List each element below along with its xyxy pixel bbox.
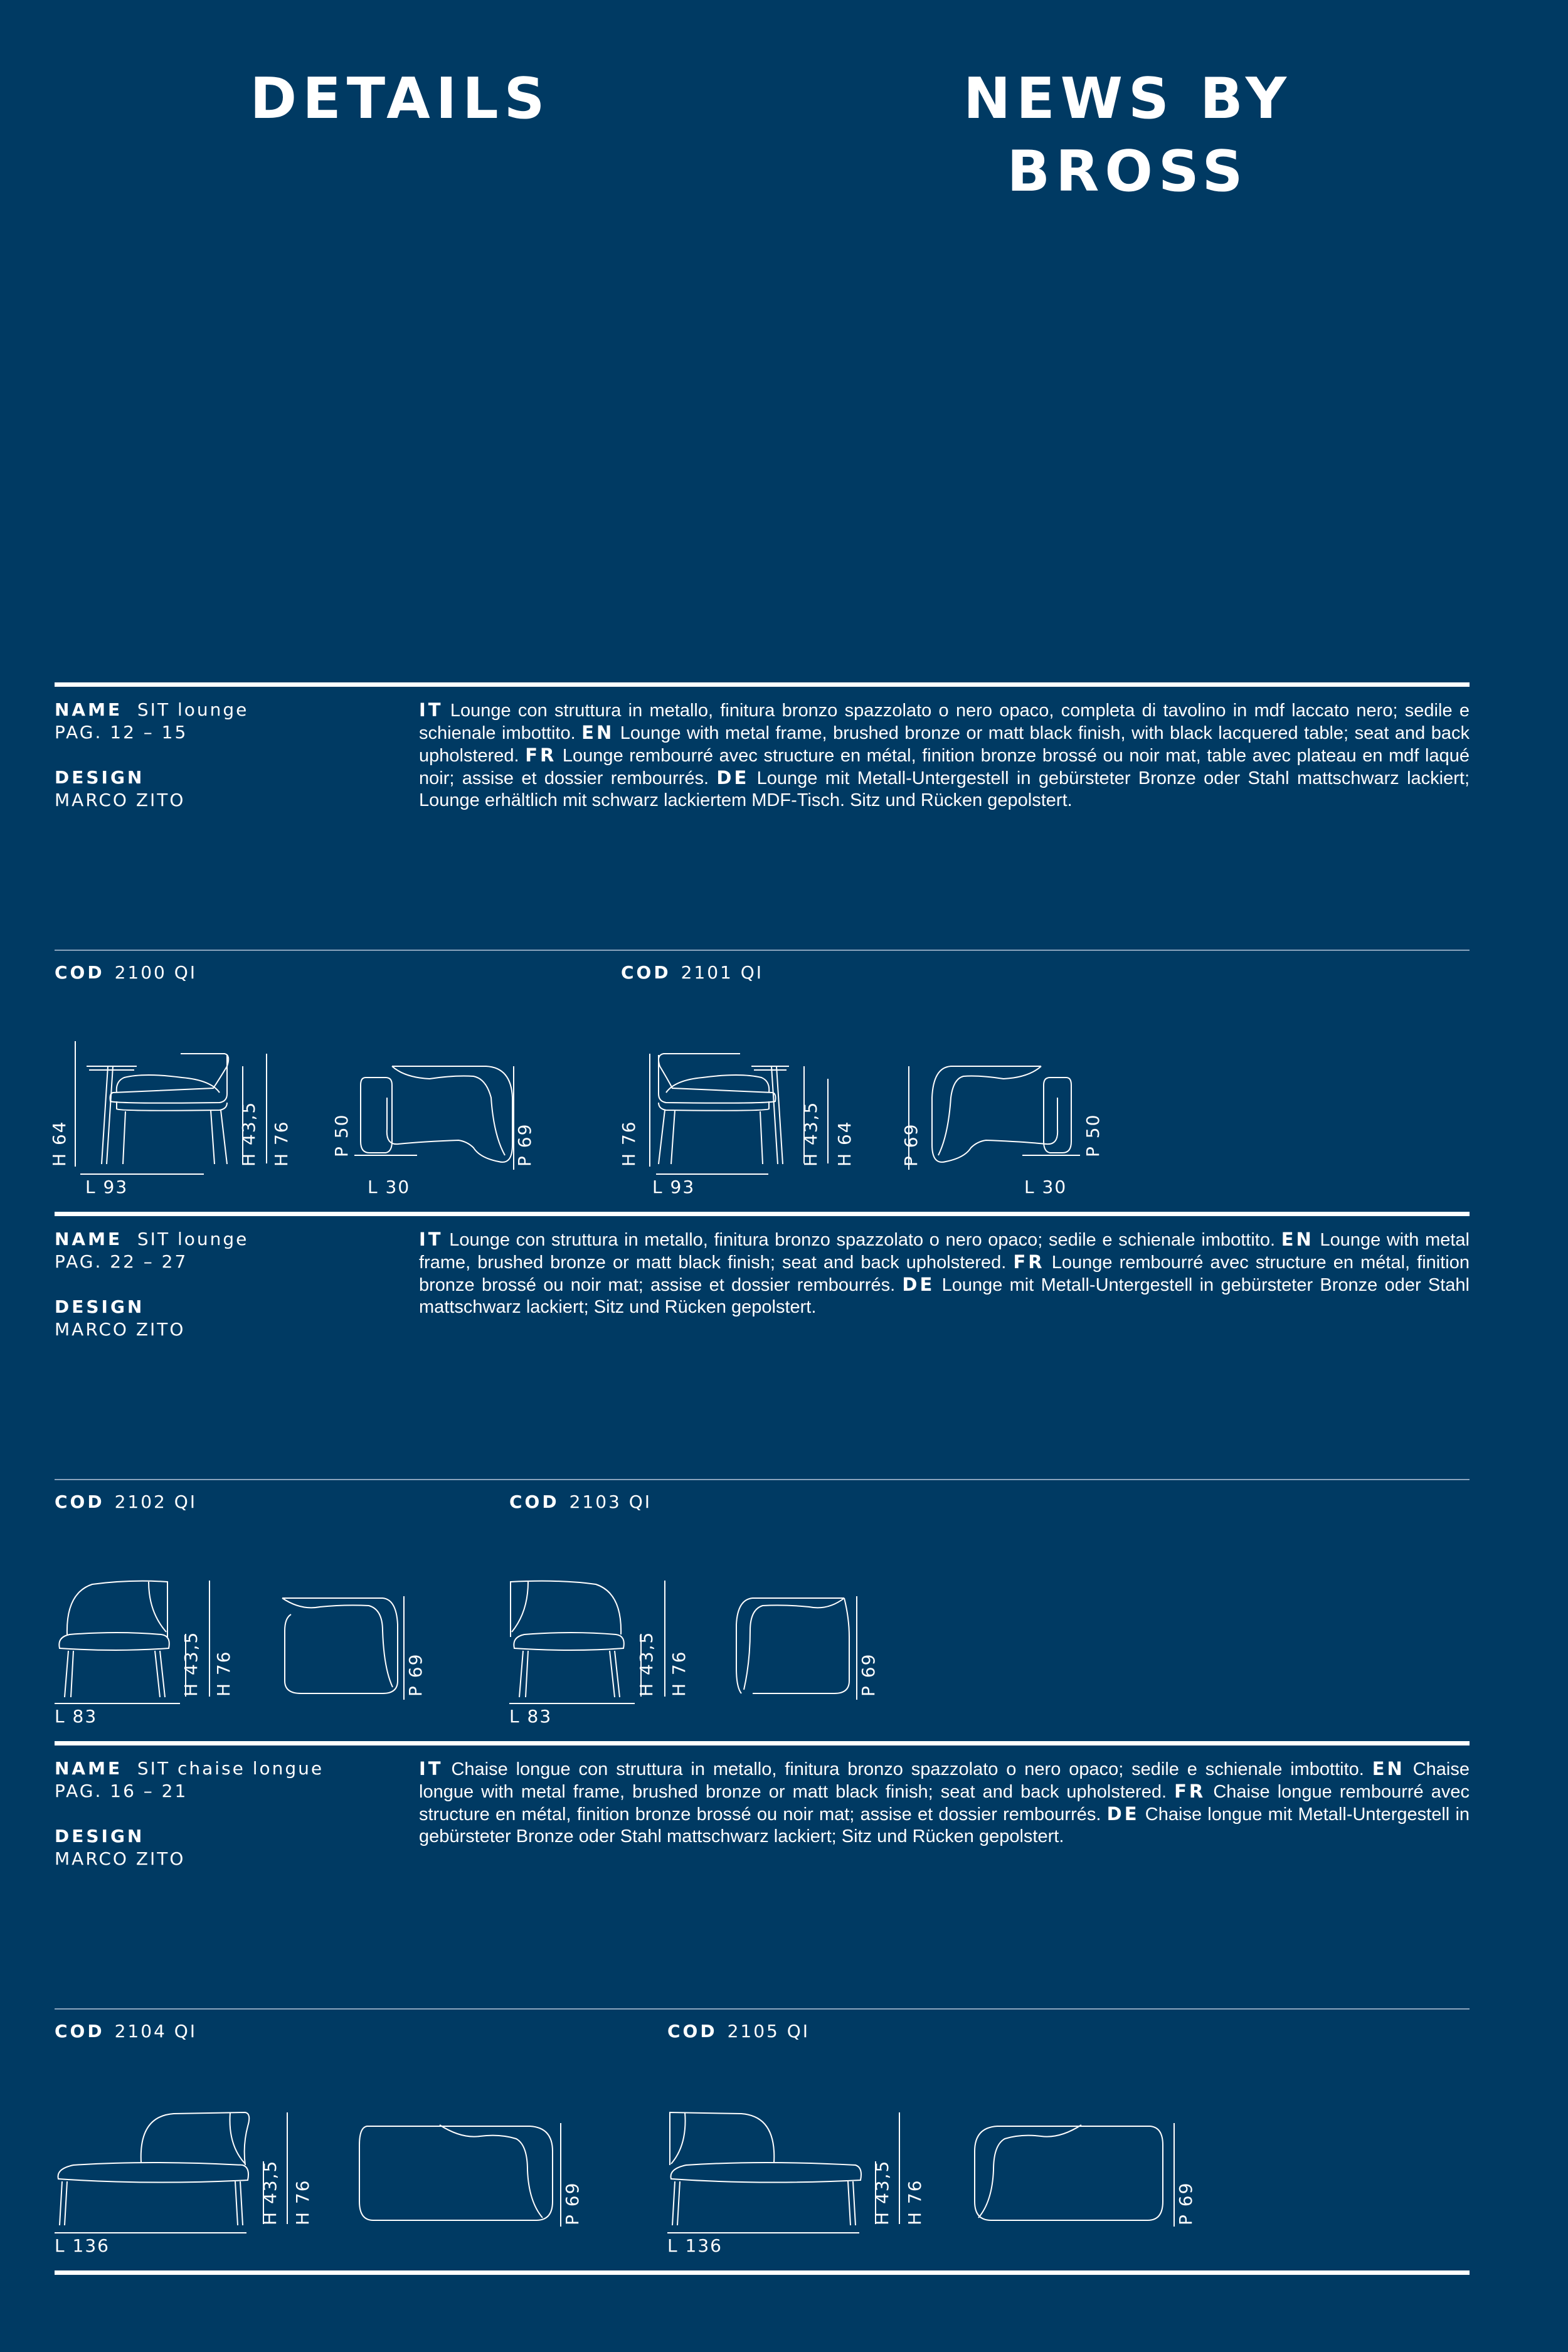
section-2-code-rule [55, 1479, 1470, 1480]
dim-2101-p-left: P 69 [901, 1123, 921, 1167]
dim-2102-h-seat: H 43,5 [181, 1631, 201, 1697]
dim-2103-p-right: P 69 [858, 1653, 879, 1697]
lounge-2101-top-drawing [916, 1060, 1104, 1173]
design-label: DESIGN [55, 1826, 145, 1846]
dim-2100-h-total: H 76 [271, 1120, 292, 1167]
dim-2101-h-left: H 76 [618, 1120, 639, 1167]
dim-2101-p-line [906, 1060, 919, 1173]
dim-2100-width: L 93 [85, 1177, 129, 1197]
product-code-2101: COD 2101 QI [621, 962, 764, 983]
section-2-meta [55, 1228, 381, 1341]
designer-name: MARCO ZITO [55, 1848, 186, 1869]
page-bottom-rule [55, 2270, 1470, 2275]
section-1-code-rule [55, 950, 1470, 951]
section-3-meta [55, 1757, 381, 1870]
dim-2104-p-right: P 69 [562, 2181, 583, 2225]
section-1-top-rule [55, 682, 1470, 687]
designer-name: MARCO ZITO [55, 1319, 186, 1340]
section-2-top-rule [55, 1212, 1470, 1216]
dim-2104-h-seat: H 43,5 [260, 2159, 280, 2225]
dim-2102-h-total: H 76 [213, 1650, 234, 1697]
page-ref: PAG. 12 – 15 [55, 722, 188, 743]
dim-2101-p-right: P 50 [1083, 1113, 1103, 1157]
dim-2100-h-left: H 64 [49, 1120, 70, 1167]
section-1-description: IT Lounge con struttura in metallo, finitura bronzo spazzolato o nero opaco, completa di tavolino in mdf laccato nero; sedile e schienale imbottito. EN Lounge with metal frame, brushed bronze or matt black finish, with black lacquered table; seat and back upholstered. FR Lounge rembourré avec structure en métal, finition bronze brossé ou noir mat, table avec plateau en mdf laqué noir; assise et dossier rembourrés. DE Lounge mit Metall-Untergestell in gebürsteter Bronze oder Stahl mattschwarz lackiert; Lounge erhältlich mit schwarz lackiertem MDF-Tisch. Sitz und Rücken gepolstert. [419, 699, 1470, 810]
dim-2102-width: L 83 [55, 1706, 98, 1727]
design-label: DESIGN [55, 767, 145, 788]
dim-2101-h-total: H 64 [834, 1120, 855, 1167]
product-code-2104: COD 2104 QI [55, 2021, 198, 2042]
dim-2103-width: L 83 [509, 1706, 553, 1727]
product-name-row: NAME SIT chaise longue [55, 1758, 324, 1779]
lounge-2102-top-drawing [276, 1593, 414, 1700]
product-code-2100: COD 2100 QI [55, 962, 198, 983]
dim-2105-p-right: P 69 [1175, 2181, 1196, 2225]
designer-name: MARCO ZITO [55, 790, 186, 810]
product-code-2102: COD 2102 QI [55, 1491, 198, 1512]
dim-2101-width: L 93 [652, 1177, 696, 1197]
chaise-2105-front-drawing [667, 2107, 874, 2239]
page-ref: PAG. 22 – 27 [55, 1251, 188, 1272]
chaise-2104-top-drawing [354, 2120, 561, 2227]
dim-2101-l30: L 30 [1024, 1177, 1067, 1197]
dim-2100-l30: L 30 [368, 1177, 411, 1197]
dim-2100-h-seat: H 43,5 [238, 1101, 259, 1167]
dim-2102-p-right: P 69 [405, 1653, 426, 1697]
product-name-row: NAME SIT lounge [55, 1229, 249, 1249]
dim-2105-width: L 136 [667, 2235, 723, 2256]
dim-2100-p-right: P 69 [514, 1123, 535, 1167]
dim-2103-h-seat: H 43,5 [636, 1631, 657, 1697]
page-ref: PAG. 16 – 21 [55, 1781, 188, 1801]
dim-2101-h-seat: H 43,5 [800, 1101, 821, 1167]
dim-2100-p-left: P 50 [331, 1113, 352, 1157]
chaise-2105-top-drawing [966, 2120, 1173, 2227]
dim-2105-h-seat: H 43,5 [872, 2159, 893, 2225]
product-name-row: NAME SIT lounge [55, 699, 249, 720]
lounge-2103-top-drawing [728, 1593, 866, 1700]
section-3-code-rule [55, 2008, 1470, 2010]
news-title-line1: NEWS BY [963, 66, 1293, 132]
section-2-description: IT Lounge con struttura in metallo, finitura bronzo spazzolato o nero opaco; sedile e schienale imbottito. EN Lounge with metal frame, brushed bronze or matt black finish; seat and back upholstered. FR Lounge rembourré avec structure en métal, finition bronze brossé ou noir mat; assise et dossier rembourrés. DE Lounge mit Metall-Untergestell in gebürsteter Bronze oder Stahl mattschwarz lackiert; Sitz und Rücken gepolstert. [419, 1229, 1470, 1317]
design-label: DESIGN [55, 1296, 145, 1317]
chaise-2104-front-drawing [55, 2107, 262, 2239]
dim-2104-width: L 136 [55, 2235, 110, 2256]
dim-2104-h-total: H 76 [292, 2179, 313, 2225]
news-title-line2: BROSS [1007, 139, 1249, 204]
product-code-2103: COD 2103 QI [509, 1491, 652, 1512]
dim-2105-h-total: H 76 [904, 2179, 925, 2225]
news-title [908, 63, 1347, 208]
section-3-top-rule [55, 1741, 1470, 1745]
product-code-2105: COD 2105 QI [667, 2021, 810, 2042]
details-title: DETAILS [250, 66, 551, 132]
section-1-meta [55, 699, 381, 812]
section-3-description: IT Chaise longue con struttura in metallo, finitura bronzo spazzolato o nero opaco; sedile e schienale imbottito. EN Chaise longue with metal frame, brushed bronze or matt black finish; seat and back upholstered. FR Chaise longue rembourré avec structure en métal, finition bronze brossé ou noir mat; assise et dossier rembourrés. DE Chaise longue mit Metall-Untergestell in gebürsteter Bronze oder Stahl mattschwarz lackiert; Sitz und Rücken gepolstert. [419, 1758, 1470, 1846]
dim-2103-h-total: H 76 [669, 1650, 689, 1697]
lounge-2100-top-drawing [348, 1060, 536, 1173]
